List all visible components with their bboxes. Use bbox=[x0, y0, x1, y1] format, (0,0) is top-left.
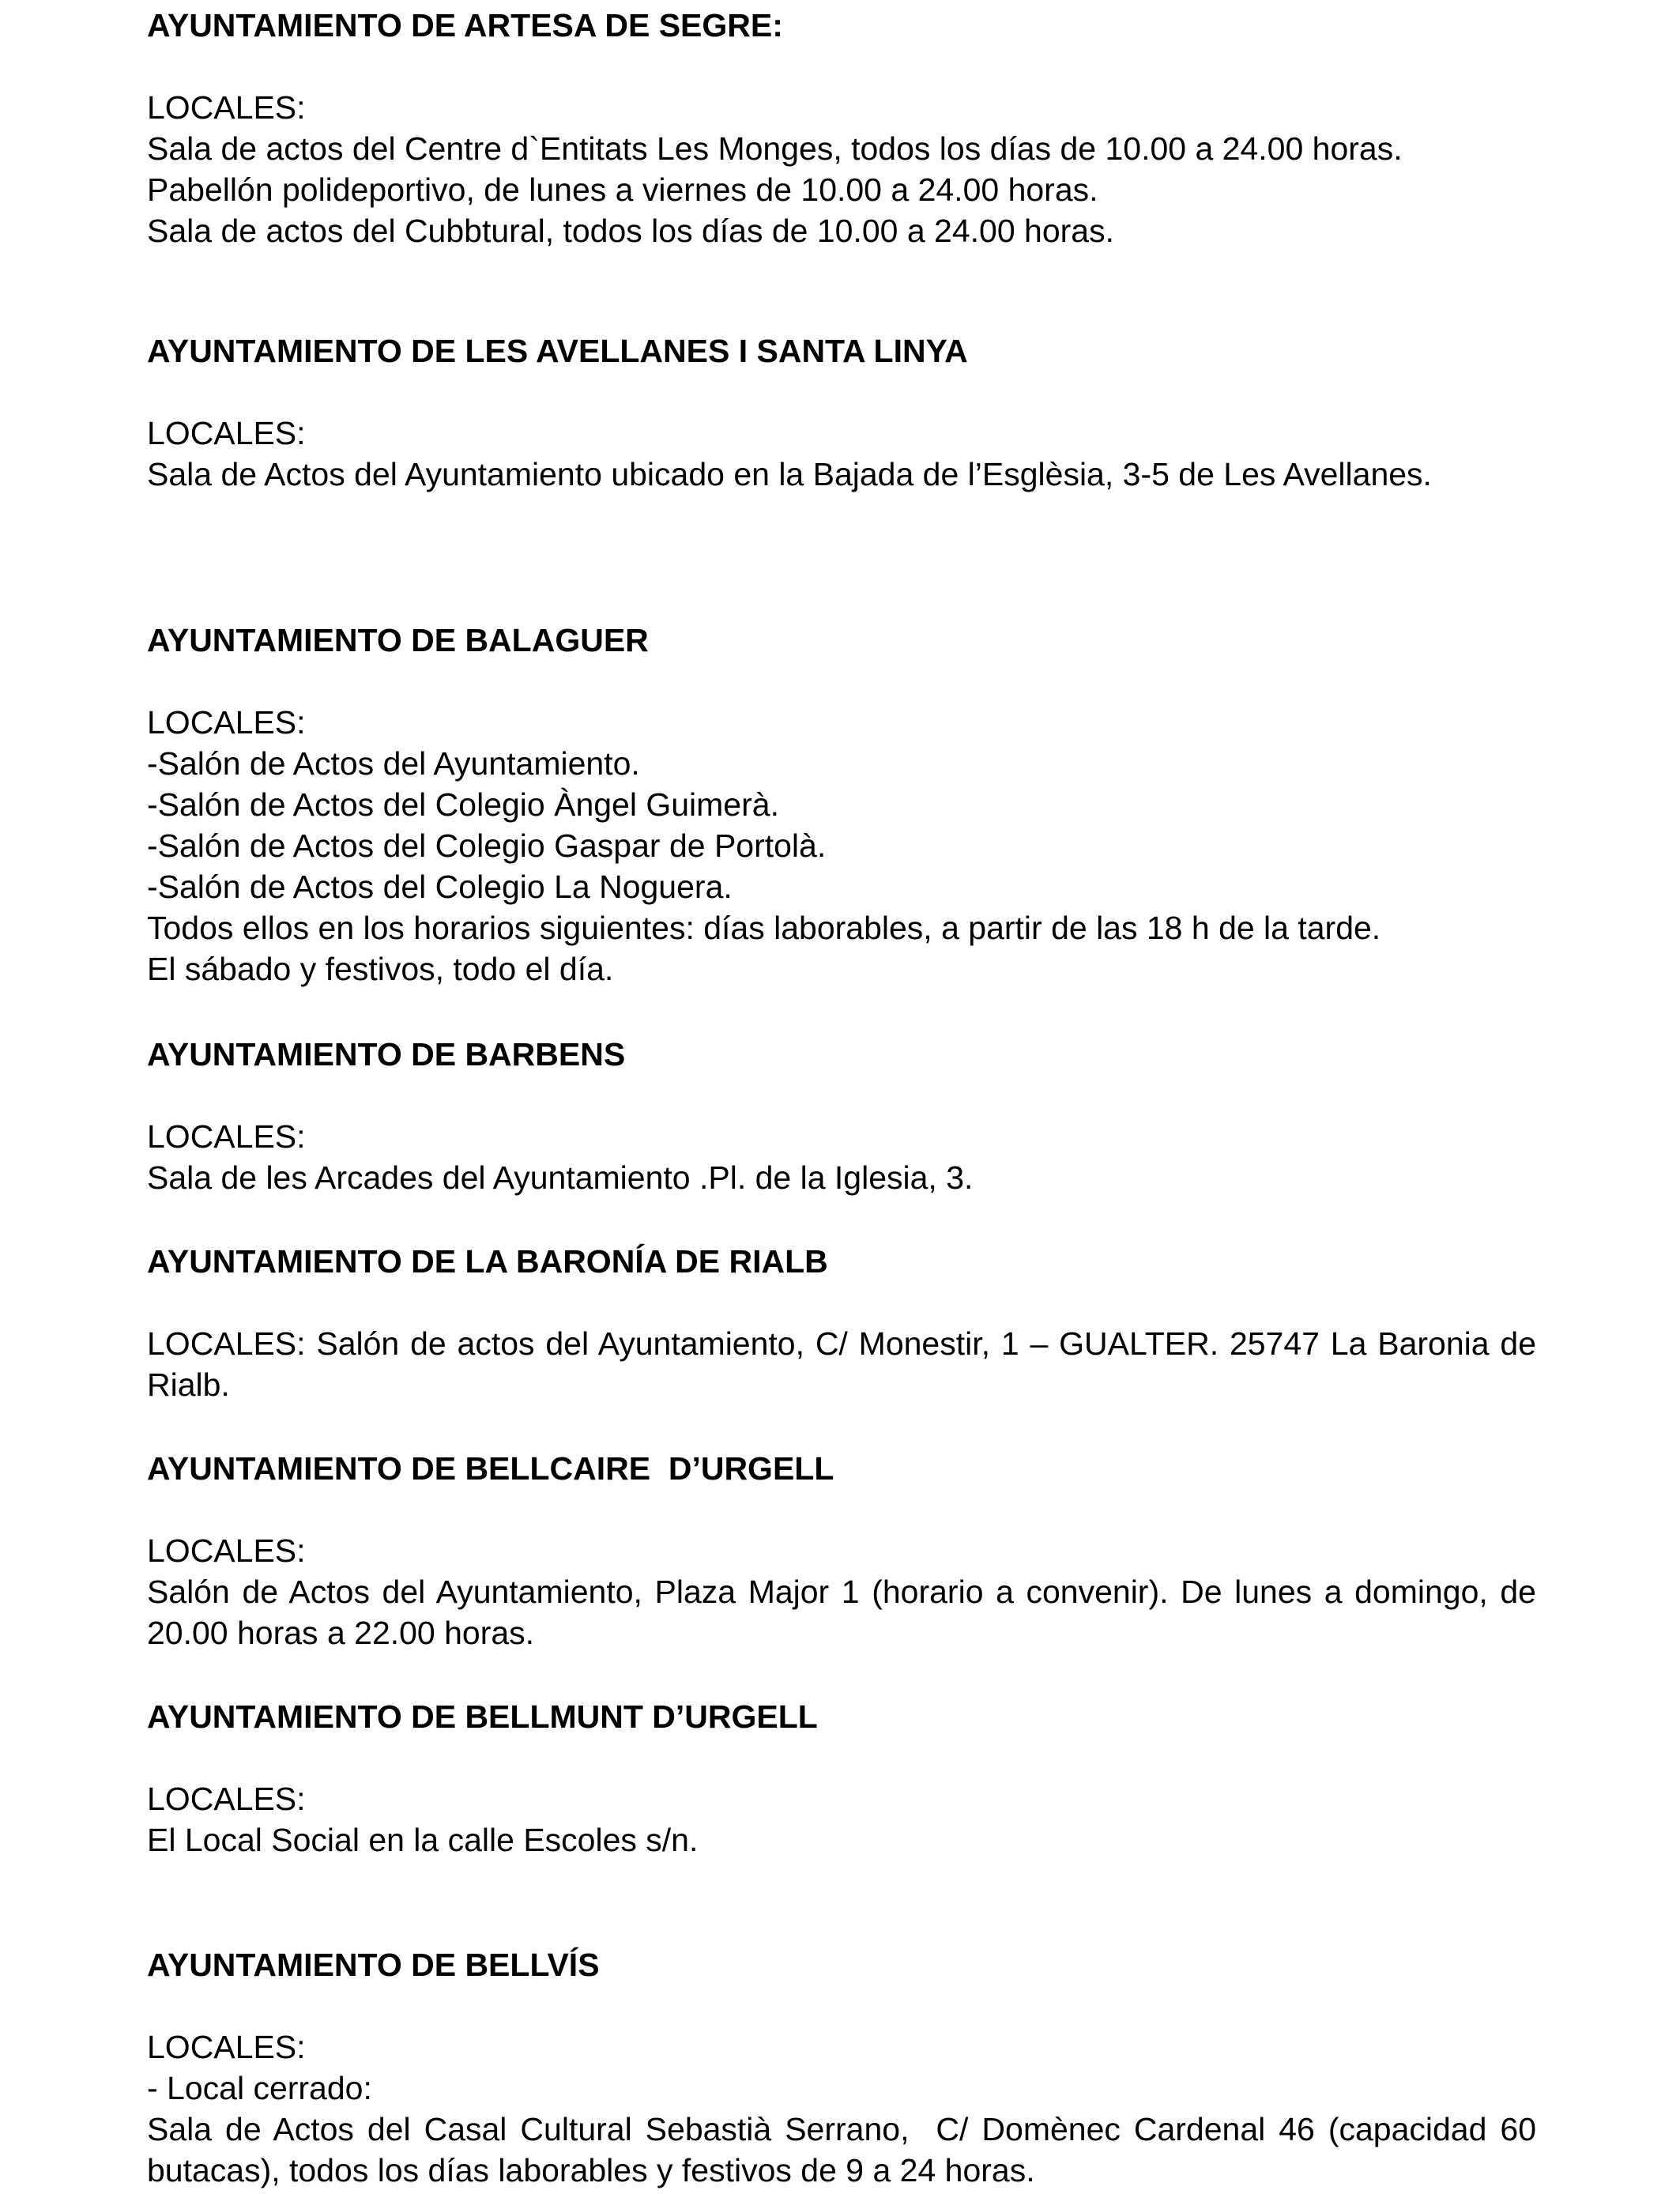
locales-label: LOCALES: bbox=[147, 1532, 306, 1569]
section-barbens bbox=[147, 1034, 1536, 1198]
section-la-baronia-de-rialb bbox=[147, 1241, 1536, 1405]
section-bellmunt-durgell bbox=[147, 1696, 1536, 1860]
locales-line: El sábado y festivos, todo el día. bbox=[147, 951, 614, 987]
section-heading: AYUNTAMIENTO DE LA BARONÍA DE RIALB bbox=[147, 1243, 828, 1280]
section-heading: AYUNTAMIENTO DE LES AVELLANES I SANTA LINYA bbox=[147, 333, 968, 369]
section-bellvis bbox=[147, 1944, 1546, 2191]
locales-line: -Salón de Actos del Colegio Àngel Guimerà. bbox=[147, 786, 779, 823]
section-heading: AYUNTAMIENTO DE BELLCAIRE D’URGELL bbox=[147, 1450, 834, 1487]
locales-line: Sala de Actos del Casal Cultural Sebastià Serrano, C/ Domènec Cardenal 46 (capacidad 60 butacas), todos los días laborables y festivos de 9 a 24 horas. bbox=[147, 2111, 1546, 2188]
section-heading: AYUNTAMIENTO DE BARBENS bbox=[147, 1036, 626, 1072]
locales-label: LOCALES: bbox=[147, 89, 306, 126]
locales-line: - Local cerrado: bbox=[147, 2070, 372, 2106]
section-heading: AYUNTAMIENTO DE BALAGUER bbox=[147, 622, 649, 658]
locales-line: -Salón de Actos del Colegio La Noguera. bbox=[147, 869, 733, 905]
locales-line: Salón de Actos del Ayuntamiento, Plaza Major 1 (horario a convenir). De lunes a domingo, de 20.00 horas a 22.00 horas. bbox=[147, 1574, 1536, 1651]
locales-line: Todos ellos en los horarios siguientes: días laborables, a partir de las 18 h de la tarde. bbox=[147, 910, 1381, 946]
section-heading: AYUNTAMIENTO DE BELLVÍS bbox=[147, 1947, 600, 1983]
locales-line: Sala de Actos del Ayuntamiento ubicado en la Bajada de l’Esglèsia, 3-5 de Les Avellanes. bbox=[147, 456, 1432, 492]
section-heading: AYUNTAMIENTO DE ARTESA DE SEGRE: bbox=[147, 7, 783, 43]
locales-line: Sala de actos del Cubbtural, todos los días de 10.00 a 24.00 horas. bbox=[147, 213, 1114, 249]
locales-label: LOCALES: bbox=[147, 1781, 306, 1817]
locales-line: -Salón de Actos del Colegio Gaspar de Portolà. bbox=[147, 827, 827, 864]
locales-line: LOCALES: Salón de actos del Ayuntamiento, C/ Monestir, 1 – GUALTER. 25747 La Baronia de Rialb. bbox=[147, 1325, 1536, 1403]
locales-line: Sala de les Arcades del Ayuntamiento .Pl. de la Iglesia, 3. bbox=[147, 1159, 974, 1196]
locales-label: LOCALES: bbox=[147, 1118, 306, 1155]
locales-line: -Salón de Actos del Ayuntamiento. bbox=[147, 745, 640, 782]
locales-label: LOCALES: bbox=[147, 415, 306, 451]
locales-line: El Local Social en la calle Escoles s/n. bbox=[147, 1822, 699, 1858]
locales-label: LOCALES: bbox=[147, 2029, 306, 2065]
locales-line: Pabellón polideportivo, de lunes a viernes de 10.00 a 24.00 horas. bbox=[147, 172, 1098, 208]
section-artesa-de-segre bbox=[147, 5, 1536, 251]
section-les-avellanes bbox=[147, 330, 1536, 495]
section-balaguer bbox=[147, 620, 1536, 990]
locales-label: LOCALES: bbox=[147, 704, 306, 741]
locales-line: Sala de actos del Centre d`Entitats Les Monges, todos los días de 10.00 a 24.00 horas. bbox=[147, 130, 1403, 167]
section-heading: AYUNTAMIENTO DE BELLMUNT D’URGELL bbox=[147, 1698, 818, 1735]
section-bellcaire-durgell bbox=[147, 1448, 1536, 1653]
